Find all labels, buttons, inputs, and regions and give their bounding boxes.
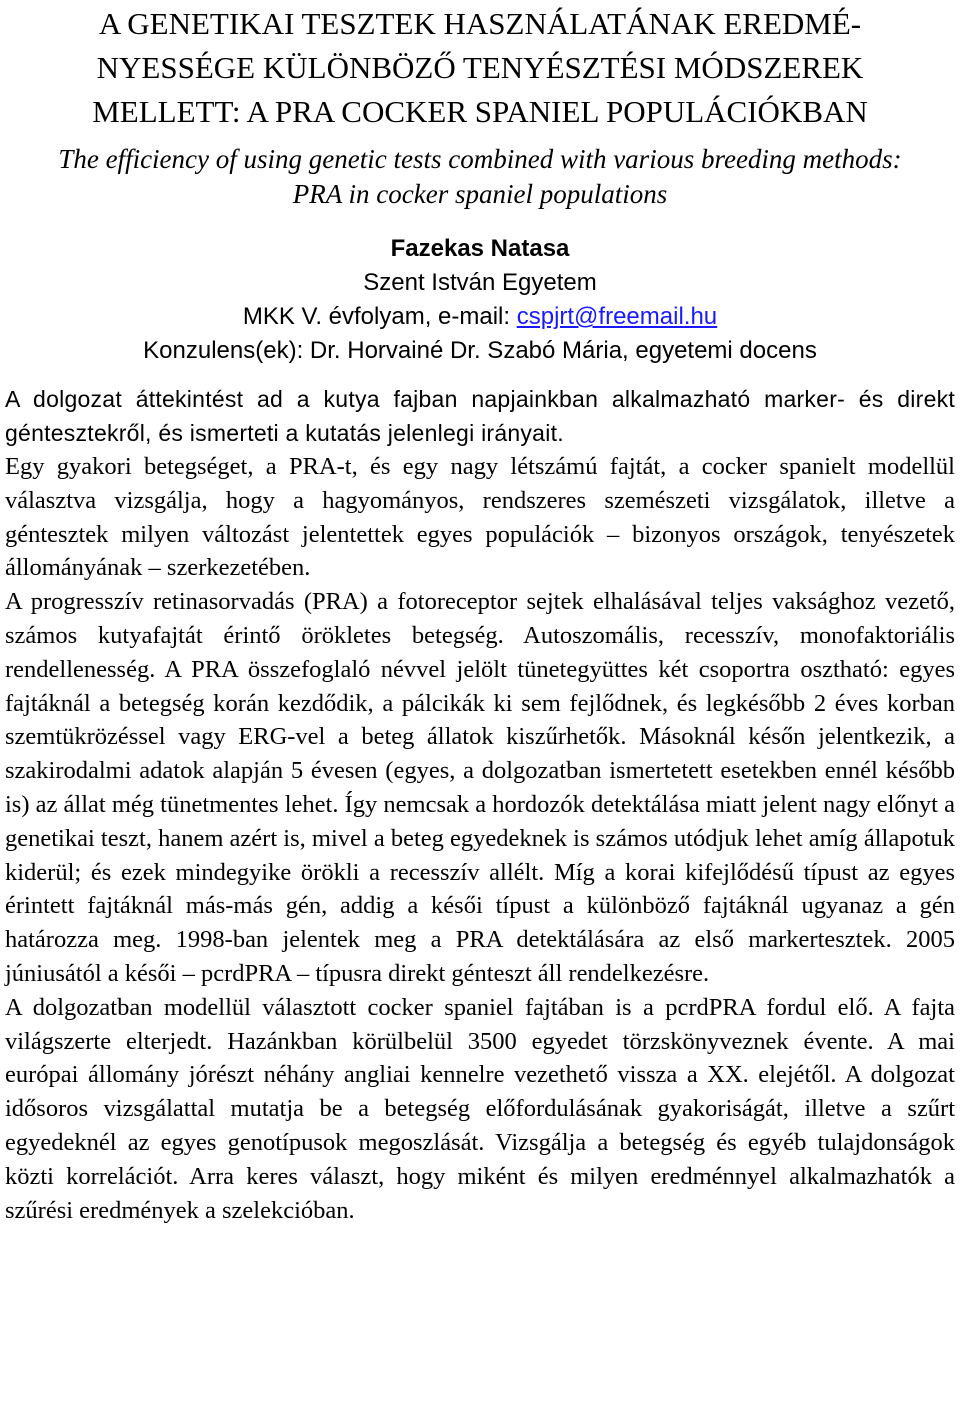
body-text bbox=[5, 450, 955, 1227]
body-paragraph-1: Egy gyakori betegséget, a PRA-t, és egy nagy létszámú fajtát, a cocker spanielt modellül választva vizsgálja, hogy a hagyományos, rendszeres szemészeti vizsgálatok, illetve a géntesztek milyen változást jelentettek egyes populációk – bizonyos országok, tenyészetek állományának – szerkezetében. bbox=[5, 453, 955, 582]
english-subtitle bbox=[5, 142, 955, 212]
subtitle-line-2: PRA in cocker spaniel populations bbox=[292, 179, 668, 209]
author-university: Szent István Egyetem bbox=[363, 269, 597, 296]
title-line-2: NYESSÉGE KÜLÖNBÖZŐ TENYÉSZTÉSI MÓDSZEREK bbox=[96, 50, 864, 85]
author-year-email bbox=[5, 300, 955, 334]
body-paragraph-2: A progresszív retinasorvadás (PRA) a fotoreceptor sejtek elhalásával teljes vaksághoz vezető, számos kutyafajtát érintő örökletes betegség. Autoszomális, recesszív, monofaktoriális rendellenesség. A PRA összefoglaló névvel jelölt tünetegyüttes két csoportra osztható: egyes fajtáknál a betegség korán kezdődik, a pálcikák ki sem fejlődnek, és legkésőbb 2 éves korban szemtükrözéssel vagy ERG-vel a beteg állatok kiszűrhetők. Másoknál későn jelentkezik, a szakirodalmi adatok alapján 5 évesen (egyes, a dolgozatban ismertetett esetekben ennél később is) az állat még tünetmentes lehet. Így nemcsak a hordozók detektálása miatt jelent nagy előnyt a genetikai teszt, hanem azért is, mivel a beteg egyedeknek is számos utódjuk lehet amíg állapotuk kiderül; és ezek mindegyike örökli a recesszív allélt. Míg a korai kifejlődésű típust az egyes érintett fajtáknál más-más gén, addig a késői típust a különböző fajtáknál ugyanaz a gén határozza meg. 1998-ban jelentek meg a PRA detektálására az első markertesztek. 2005 júniusától a késői – pcrdPRA – típusra direkt génteszt áll rendelkezésre. bbox=[5, 588, 955, 987]
author-name: Fazekas Natasa bbox=[390, 235, 570, 262]
body-paragraph-3: A dolgozatban modellül választott cocker spaniel fajtában is a pcrdPRA fordul elő. A fajta világszerte elterjedt. Hazánkban körülbelül 3500 egyedet törzskönyveznek évente. A mai európai állomány jórészt néhány angliai kennelre vezethető vissza a XX. elejétől. A dolgozat idősoros vizsgálattal mutatja be a betegség előfordulásának gyakoriságát, illetve a szűrt egyedeknél az egyes genotípusok megoszlását. Vizsgálja a betegség és egyéb tulajdonságok közti korrelációt. Arra keres választ, hogy miként és milyen eredménnyel alkalmazhatók a szűrési eredmények a szelekcióban. bbox=[5, 993, 955, 1224]
author-year-label: MKK V. évfolyam, e-mail: bbox=[242, 303, 517, 330]
abstract-intro: A dolgozat áttekintést ad a kutya fajban napjainkban alkalmazható marker- és direkt géntesztekről, és ismerteti a kutatás jelenlegi irányait. bbox=[5, 386, 955, 446]
title-line-3: MELLETT: A PRA COCKER SPANIEL POPULÁCIÓKBAN bbox=[92, 94, 868, 129]
author-block bbox=[5, 232, 955, 368]
title-line-1: A GENETIKAI TESZTEK HASZNÁLATÁNAK EREDMÉ- bbox=[98, 6, 862, 41]
subtitle-line-1: The efficiency of using genetic tests combined with various breeding methods: bbox=[58, 144, 902, 174]
author-email-link[interactable]: cspjrt@freemail.hu bbox=[516, 303, 718, 330]
author-supervisor: Konzulens(ek): Dr. Horvainé Dr. Szabó Mária, egyetemi docens bbox=[143, 337, 817, 364]
paper-title bbox=[5, 2, 955, 134]
